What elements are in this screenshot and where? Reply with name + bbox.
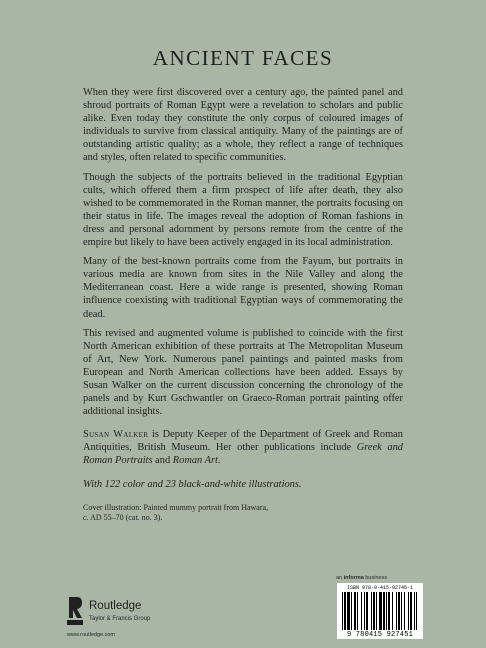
barcode-bar [392,592,393,630]
author-bio-end: . [217,455,221,467]
barcode-bar [396,592,397,630]
informa-business-tag [336,575,387,581]
barcode-bar [401,592,402,630]
barcode-bar [386,592,387,630]
informa-bold: informa [343,575,364,581]
publisher-subtitle: Taylor & Francis Group [89,616,151,622]
barcode-bar [388,592,390,630]
cover-credit [83,503,403,524]
barcode-bar [404,592,405,630]
back-cover-text [83,86,403,530]
barcode-digits: 9 780415 927451 [346,631,413,639]
barcode-bar [342,592,343,630]
barcode-bar [398,592,400,630]
barcode-bar [383,592,385,630]
cover-credit-line2: AD 55–70 (cat. no. 3). [88,513,163,523]
publisher-name: Routledge [89,600,142,612]
barcode-bar [408,592,409,630]
informa-prefix: an [336,575,344,581]
paragraph-2: Though the subjects of the portraits believed in the traditional Egyptian cults, which offered them a firm prospect of life after death, they also wished to be commemorated in the Roman manner, the portraits focusing on their status in life. The images reveal the adoption of Roman fashions in dress and personal adornment by persons remote from the centre of the empire but likely to have been actively engaged in its local administration. [83,171,403,249]
barcode-bar [376,592,377,630]
paragraph-1: When they were first discovered over a century ago, the painted panel and shroud portraits of Roman Egypt were a revelation to scholars and public alike. Even today they constitute the only corpus of coloured images of individuals to survive from classical antiquity. Many of the paintings are of outstanding artistic quality; as a whole, they reflect a range of techniques and styles, often related to specific communities. [83,87,403,164]
barcode-bar [364,592,365,630]
isbn-label: ISBN 978-0-415-92745-1 [346,585,413,591]
barcode-bar [371,592,372,630]
barcode [337,583,423,639]
barcode-bar [347,592,350,630]
barcode-bars [342,592,418,630]
publisher-logo-block [67,596,177,636]
barcode-bar [410,592,412,630]
barcode-bar [351,592,352,630]
book-title-2: Roman Art [172,455,218,467]
barcode-bar [366,592,368,630]
barcode-bar [361,592,362,630]
barcode-bar [416,592,417,630]
author-bio-text: is Deputy Keeper of the Department of Greek and Roman Antiquities, British Museum. Her other publications include [83,429,403,454]
paragraph-4: This revised and augmented volume is published to coincide with the first North American exhibition of these portraits at The Metropolitan Museum of Art, New York. Numerous panel paintings and painted masks from European and North American collections have been added. Essays by Susan Walker on the current discussion concerning the chronology of the panels and by Kurt Gschwantler on Graeco-Roman portrait painting offer additional insights. [83,327,403,418]
illustrations-note: With 122 color and 23 black-and-white illustrations. [83,478,302,490]
barcode-bar [357,592,358,630]
barcode-bar [414,592,415,630]
informa-suffix: business [363,575,388,581]
barcode-bar [373,592,375,630]
cover-credit-line1: Cover illustration: Painted mummy portrait from Hawara, [83,502,269,512]
paragraph-3: Many of the best-known portraits come from the Fayum, but portraits in various media are known from sites in the Nile Valley and along the Mediterranean coast. Here a wide range is presented, showing Roman influence coexisting with traditional Egyptian ways of commemorating the dead. [83,256,403,320]
cover-credit-circa: c. [83,513,89,523]
barcode-bar [344,592,346,630]
routledge-logo-icon [67,596,83,626]
author-bio-and: and [152,455,173,467]
author-bio [83,428,403,467]
book-title: ANCIENT FACES [152,46,334,70]
author-name: Susan Walker [83,429,149,441]
book-title-1: Greek and Roman Portraits [83,442,403,467]
publisher-url: www.routledge.com [67,632,115,638]
barcode-bar [379,592,382,630]
barcode-bar [354,592,356,630]
